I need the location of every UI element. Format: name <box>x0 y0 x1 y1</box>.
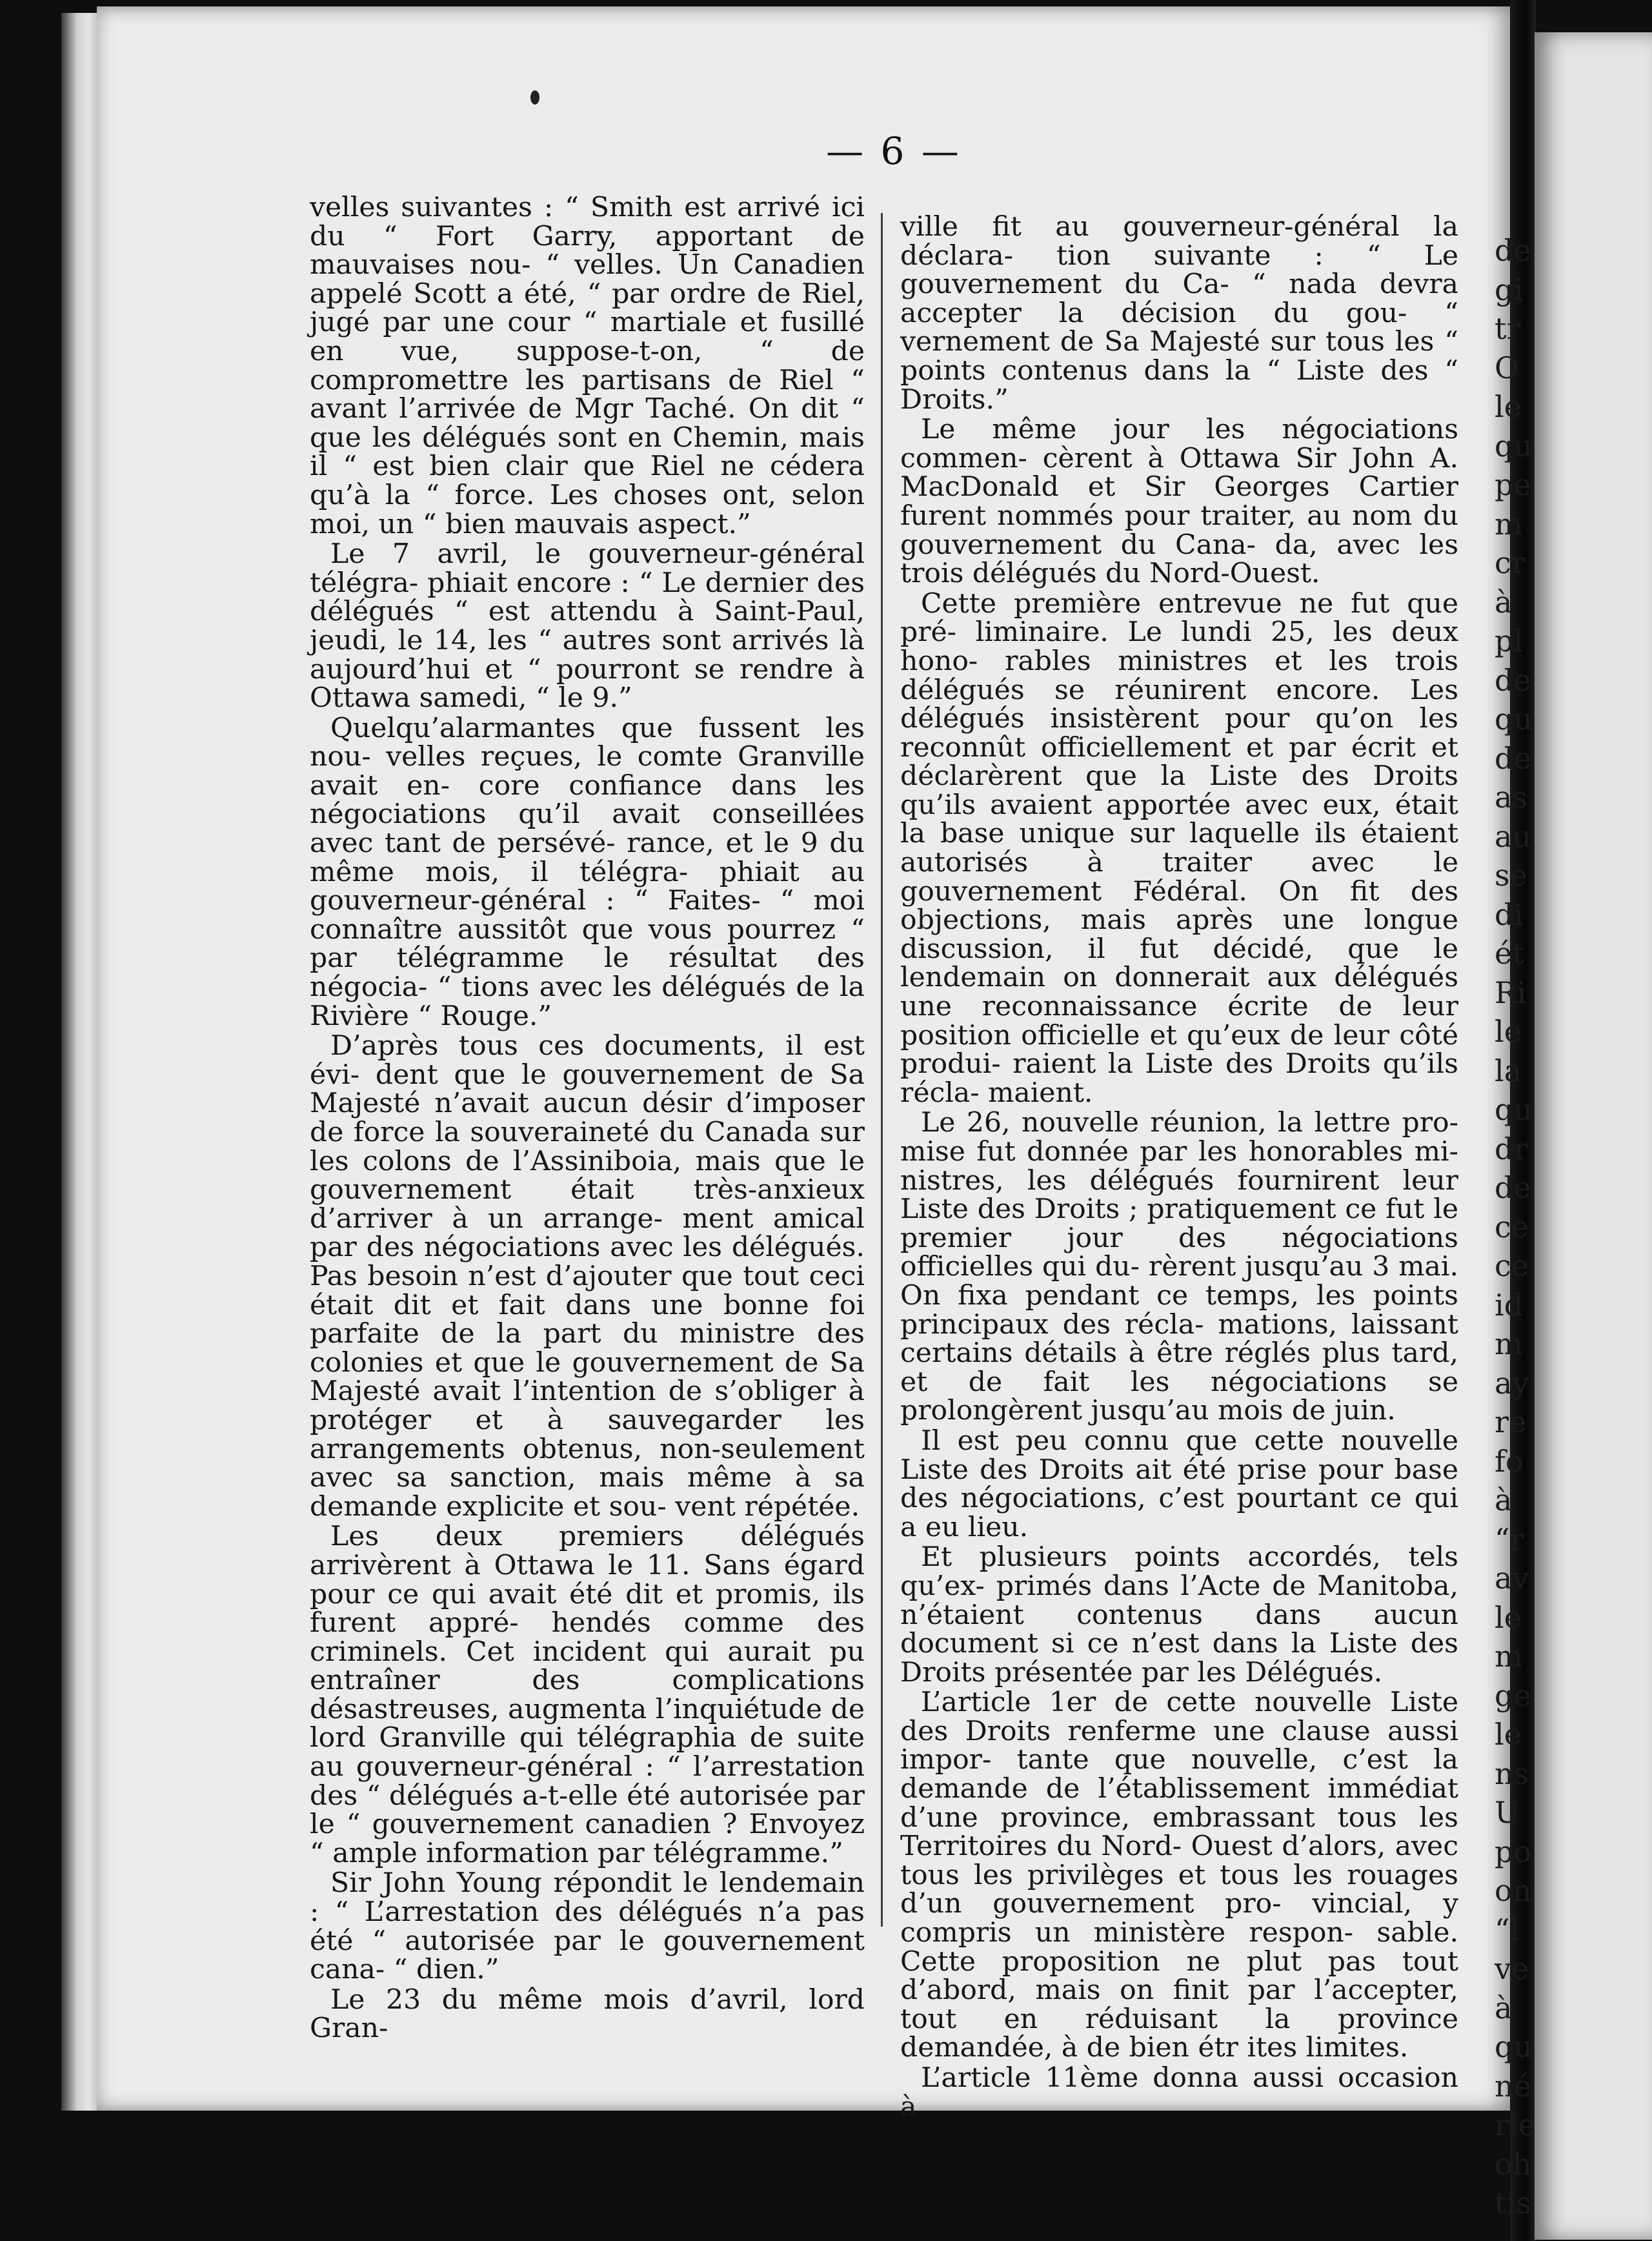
next-page-fragment: se <box>1495 858 1527 893</box>
paragraph: Le 7 avril, le gouverneur-général télégra- phiait encore : “ Le dernier des délégués “ est attendu à Saint-Paul, jeudi, le 14, les “ autres sont arrivés là aujourd’hui et “ pourront se rendre à Ottawa samedi, “ le 9.” <box>310 538 865 715</box>
next-page-fragment: pl <box>1495 624 1524 658</box>
next-page-fragment: O <box>1495 350 1519 385</box>
next-page-fragment: fo <box>1495 1443 1524 1479</box>
next-page-fragment: pe <box>1495 467 1531 502</box>
next-page-fragment: rie <box>1495 2107 1536 2142</box>
next-page-fragment: Ri <box>1495 975 1527 1010</box>
next-page-fragment: qu <box>1495 2029 1533 2064</box>
next-page-fragment: ay <box>1495 1365 1529 1401</box>
next-page-fragment: qu <box>1495 702 1533 736</box>
column-divider <box>881 213 883 1927</box>
next-page-fragment: le <box>1495 389 1522 424</box>
next-page-fragment: gi <box>1495 272 1524 307</box>
next-page-fragment: le <box>1495 1014 1522 1049</box>
paragraph: Le 26, nouvelle réunion, la lettre pro- mise fut donnée par les honorables mi- nistres, les délégués fournirent leur Liste des Droits ; pratiquement ce fut le premier jour des négociations officielles qui du- rèrent jusqu’au 3 mai. On fixa pendant ce temps, les points principaux des récla- mations, laissant certains détails à être réglés plus tard, et de fait les négociations se prolongèrent jusqu’au mois de juin. <box>900 1107 1458 1427</box>
next-page-fragment: ce <box>1495 1209 1529 1244</box>
next-page-fragment: m <box>1495 506 1523 542</box>
next-page-fragment: m <box>1495 1326 1523 1361</box>
next-page-fragment: “l <box>1495 1912 1520 1947</box>
paragraph: Sir John Young répondit le lendemain : “ L’arrestation des délégués n’a pas été “ autorisée par le gouvernement cana- “ dien.” <box>310 1867 865 1986</box>
next-page-fragment: re <box>1495 1404 1527 1439</box>
paragraph: Le 23 du même mois d’avril, lord Gran- <box>310 1983 865 2045</box>
next-page-fragment: de <box>1495 662 1531 698</box>
right-column <box>900 213 1458 2122</box>
next-page-fragment: de <box>1495 1170 1531 1205</box>
next-page-fragment: la <box>1495 1053 1522 1088</box>
next-page-fragment: “r <box>1495 1521 1524 1557</box>
next-page-fragment: av <box>1495 1561 1529 1596</box>
next-page-fragment: po <box>1495 1834 1532 1869</box>
next-page-fragment: cr <box>1495 545 1526 580</box>
next-page-fragment: qu <box>1495 1092 1533 1127</box>
next-page-fragment: ét <box>1495 936 1524 971</box>
next-page-fragment: à <box>1495 1483 1513 1517</box>
paragraph: D’après tous ces documents, il est évi- dent que le gouvernement de Sa Majesté n’avait aucun désir d’imposer de force la souveraineté du Canada sur les colons de l’Assiniboia, mais que le gouvernement était très-anxieux d’arriver à un arrange- ment amical par des négociations avec les délégués. Pas besoin n’est d’ajouter que tout ceci était dit et fait dans une bonne foi parfaite de la part du ministre des colonies et que le gouvernement de Sa Majesté avait l’intention de s’obliger à protéger et à sauvegarder les arrangements obtenus, non-seulement avec sa sanction, mais même à sa demande explicite et sou- vent répétée. <box>310 1030 865 1523</box>
next-page-fragment: le <box>1495 1599 1522 1635</box>
next-page-fragment: id <box>1495 1287 1524 1323</box>
next-page-fragment: le <box>1495 1717 1522 1752</box>
paragraph: Quelqu’alarmantes que fussent les nou- velles reçues, le comte Granville avait en- core confiance dans les négociations qu’il avait conseillées avec tant de persévé- rance, et le 9 du même mois, il télégra- phiait au gouverneur-général : “ Faites- “ moi connaître aussitôt que vous pourrez “ par télégramme le résultat des négocia- “ tions avec les délégués de la Rivière “ Rouge.” <box>310 712 865 1032</box>
next-page-fragment: dr <box>1495 1131 1528 1166</box>
next-page-fragment: ns <box>1495 1756 1529 1791</box>
paragraph: Il est peu connu que cette nouvelle Liste des Droits ait été prise pour base des négociations, c’est pourtant ce qui a eu lieu. <box>900 1425 1458 1543</box>
paragraph: Et plusieurs points accordés, tels qu’ex- primés dans l’Acte de Manitoba, n’étaient contenus dans aucun document si ce n’est dans la Liste des Droits présentée par les Délégués. <box>900 1541 1458 1688</box>
next-page-fragment: as <box>1495 780 1528 815</box>
paragraph: L’article 11ème donna aussi occasion à <box>900 2062 1458 2123</box>
next-page-fragment: qu <box>1495 428 1533 463</box>
paragraph: velles suivantes : “ Smith est arrivé ici du “ Fort Garry, apportant de mauvaises nou- “ velles. Un Canadien appelé Scott a été, “ par ordre de Riel, jugé par une cour “ martiale et fusillé en vue, suppose-t-on, “ de compromettre les partisans de Riel “ avant l’arrivée de Mgr Taché. On dit “ que les délégués sont en Chemin, mais il “ est bien clair que Riel ne cédera qu’à la “ force. Les choses ont, selon moi, un “ bien mauvais aspect.” <box>310 192 865 540</box>
paragraph: Les deux premiers délégués arrivèrent à Ottawa le 11. Sans égard pour ce qui avait été dit et promis, ils furent appré- hendés comme des criminels. Cet incident qui aurait pu entraîner des complications désastreuses, augmenta l’inquiétude de lord Granville qui télégraphia de suite au gouverneur-général : “ l’arrestation des “ délégués a-t-elle été autorisée par le “ gouvernement canadien ? Envoyez “ ample information par télégramme.” <box>310 1521 865 1869</box>
paragraph: ville fit au gouverneur-général la déclara- tion suivante : “ Le gouvernement du Ca- “ nada devra accepter la décision du gou- “ vernement de Sa Majesté sur tous les “ points contenus dans la “ Liste des “ Droits.” <box>900 211 1458 416</box>
page-edge <box>61 13 100 2111</box>
next-page-fragment: né <box>1495 2068 1531 2104</box>
next-page-fragment: au <box>1495 818 1532 854</box>
paragraph: Le même jour les négociations commen- cèrent à Ottawa Sir John A. MacDonald et Sir Georges Cartier furent nommés pour traiter, au nom du gouvernement du Cana- da, avec les trois délégués du Nord-Ouest. <box>900 414 1458 590</box>
left-column <box>310 194 865 2043</box>
ink-spot <box>530 90 539 105</box>
next-page-fragment: de <box>1495 233 1531 268</box>
paragraph: Cette première entrevue ne fut que pré- liminaire. Le lundi 25, les deux hono- rables ministres et les trois délégués se réunirent encore. Les délégués insistèrent pour qu’on les reconnût officiellement et par écrit et déclarèrent que la Liste des Droits qu’ils avaient apportée avec eux, était la base unique sur laquelle ils étaient autorisés à traiter avec le gouvernement Fédéral. On fit des objections, mais après une longue discussion, il fut décidé, que le lendemain on donnerait aux délégués une reconnaissance écrite de leur position officielle et qu’eux de leur côté produi- raient la Liste des Droits qu’ils récla- maient. <box>900 587 1458 1109</box>
next-page-fragment: tis <box>1495 2185 1531 2220</box>
next-page-fragment: à <box>1495 1990 1513 2025</box>
next-page-fragment: m <box>1495 1639 1523 1674</box>
next-page-fragment: ce <box>1495 1248 1529 1283</box>
next-page-fragment: à <box>1495 584 1513 620</box>
next-page-fragment: de <box>1495 740 1531 776</box>
paragraph: L’article 1er de cette nouvelle Liste des Droits renferme une clause aussi impor- tante que nouvelle, c’est la demande de l’établissement immédiat d’une province, embrassant tous les Territoires du Nord- Ouest d’alors, avec tous les privilèges et tous les rouages d’un gouvernement pro- vincial, y compris un ministère respon- sable. Cette proposition ne plut pas tout d’abord, mais on finit par l’accepter, tout en réduisant la province demandée, à de bien étr ites limites. <box>900 1687 1458 2064</box>
next-page-fragment: ve <box>1495 1951 1529 1986</box>
next-page-fragment: tr <box>1495 311 1521 346</box>
adjacent-page <box>1495 32 1652 2240</box>
next-page-fragment: U <box>1495 1795 1520 1830</box>
next-page-fragment: oh <box>1495 2146 1532 2182</box>
next-page-fragment: on <box>1495 1873 1532 1908</box>
next-page-fragment: ge <box>1495 1678 1531 1713</box>
page-number: — 6 — <box>826 129 962 173</box>
next-page-fragment: di <box>1495 897 1524 932</box>
